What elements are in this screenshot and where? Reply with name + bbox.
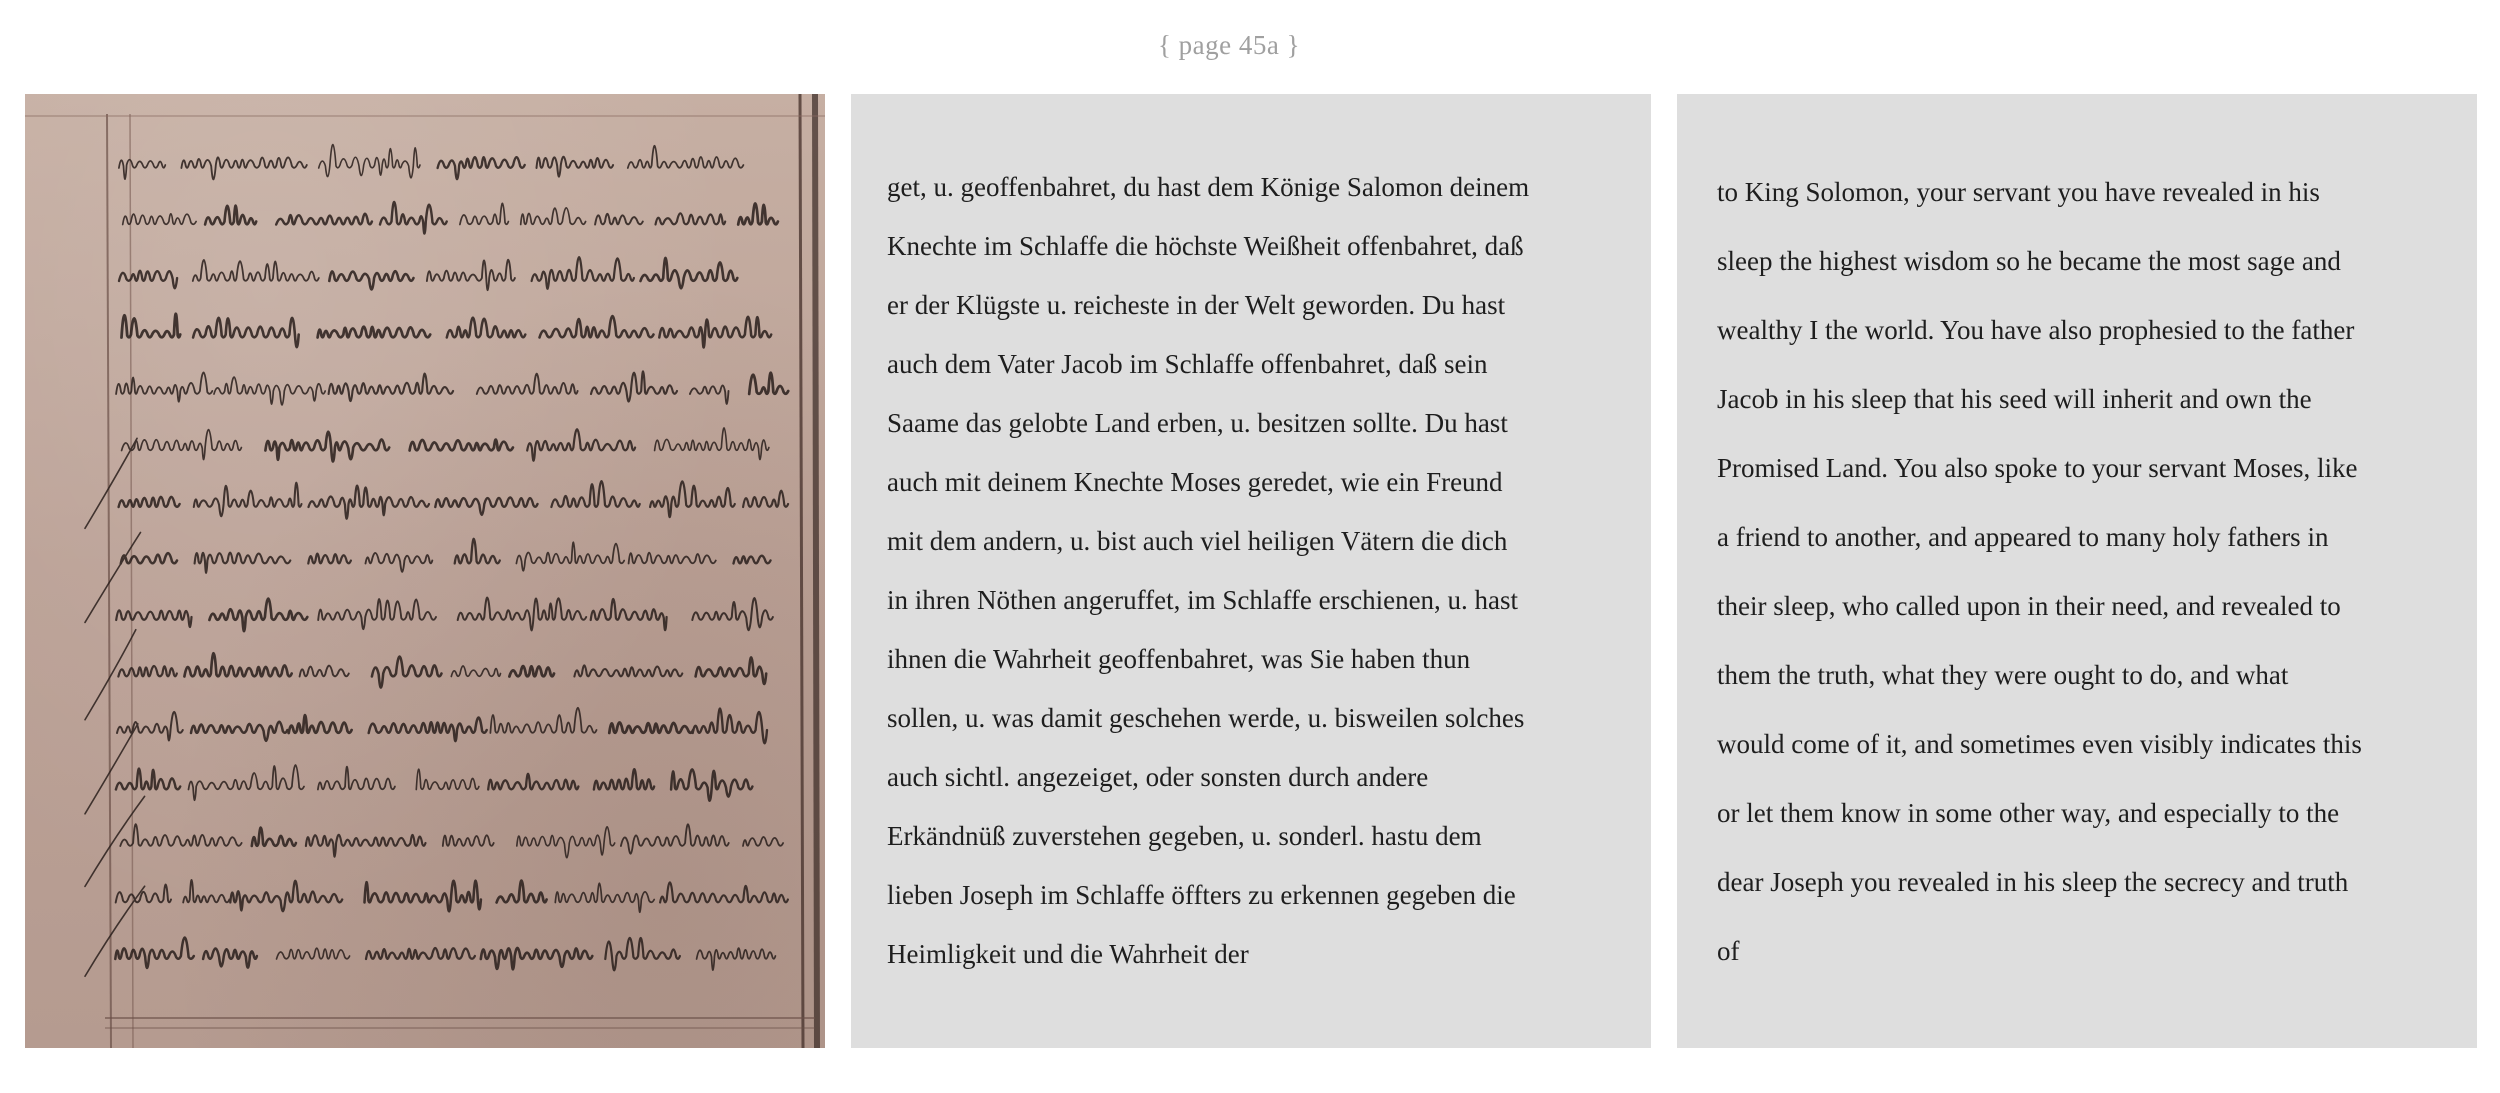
handwriting-stroke (509, 666, 554, 676)
handwriting-stroke (318, 327, 431, 338)
handwriting-stroke (517, 827, 615, 858)
handwriting-stroke (656, 213, 726, 224)
handwriting-stroke (443, 835, 494, 846)
transcription-line: Heimligkeit und die Wahrheit der (887, 939, 1249, 969)
handwriting-stroke (641, 258, 738, 288)
handwriting-stroke (120, 824, 241, 846)
handwriting-stroke (205, 206, 256, 225)
handwriting-stroke (734, 556, 771, 564)
transcription-line: get, u. geoffenbahret, du hast dem Könige Salomon deinem (887, 172, 1530, 202)
handwriting-stroke (115, 937, 194, 968)
transcription-line: Knechte im Schlaffe die höchste Weißheit offenbahret, daß (887, 231, 1524, 261)
translation-line: their sleep, who called upon in their need, and revealed to (1717, 591, 2341, 621)
handwriting-stroke (191, 722, 287, 741)
handwriting-stroke (447, 318, 526, 338)
handwriting-stroke (659, 317, 771, 348)
handwriting-stroke (527, 429, 635, 460)
handwriting-stroke (692, 598, 773, 630)
handwriting-stroke (671, 769, 752, 800)
transcription-line: mit dem andern, u. bist auch viel heiligen Vätern die dich (887, 526, 1508, 556)
handwriting-flourish (85, 886, 145, 976)
handwriting-stroke (193, 260, 319, 281)
handwriting-stroke (318, 767, 395, 790)
handwriting-stroke (214, 377, 325, 405)
handwriting-stroke (532, 257, 634, 289)
handwriting-stroke (749, 373, 788, 394)
handwriting-stroke (116, 769, 180, 790)
handwriting-flourish (85, 438, 137, 528)
handwriting-stroke (595, 214, 643, 225)
handwriting-stroke (555, 883, 654, 912)
translation-panel (1677, 94, 2477, 1048)
handwriting-stroke (366, 948, 475, 959)
handwriting-stroke (477, 374, 578, 394)
handwriting-stroke (119, 497, 180, 507)
handwriting-stroke (252, 828, 296, 846)
handwriting-stroke (380, 202, 447, 234)
handwriting-stroke (594, 769, 654, 789)
handwriting-stroke (540, 316, 654, 337)
handwriting-stroke (481, 948, 593, 969)
handwriting-stroke (121, 553, 177, 563)
handwriting-stroke (276, 214, 372, 225)
handwriting-stroke (300, 666, 349, 677)
translation-text (1717, 158, 2437, 986)
handwriting-stroke (122, 430, 242, 460)
handwriting-stroke (416, 769, 479, 789)
handwriting-stroke (184, 653, 291, 676)
transcription-panel (851, 94, 1651, 1048)
handwriting-stroke (277, 948, 350, 959)
handwriting-stroke (117, 712, 183, 741)
handwriting-stroke (488, 774, 578, 790)
handwriting-stroke (289, 715, 352, 733)
handwriting-stroke (427, 260, 515, 290)
handwriting-stroke (696, 657, 767, 684)
handwriting-stroke (119, 160, 165, 179)
handwriting-stroke (181, 157, 306, 179)
translation-line: to King Solomon, your servant you have revealed in his (1717, 177, 2320, 207)
handwriting-stroke (438, 157, 525, 179)
handwriting-stroke (230, 881, 342, 912)
translation-line: would come of it, and sometimes even visibly indicates this (1717, 729, 2362, 759)
handwriting-stroke (265, 432, 389, 462)
manuscript-scan-image (25, 94, 825, 1048)
handwriting-stroke (743, 837, 783, 846)
translation-line: Jacob in his sleep that his seed will inherit and own the (1717, 384, 2312, 414)
handwriting-stroke (116, 610, 191, 627)
translation-line: Promised Land. You also spoke to your servant Moses, like (1717, 453, 2358, 483)
handwriting-stroke (123, 214, 196, 225)
handwriting-stroke (203, 948, 257, 967)
handwriting-stroke (655, 428, 769, 460)
manuscript-handwriting (25, 94, 825, 1048)
handwriting-stroke (609, 722, 693, 733)
transcription-line: sollen, u. was damit geschehen werde, u. bisweilen solches (887, 703, 1525, 733)
handwriting-stroke (318, 599, 436, 629)
handwriting-stroke (209, 599, 307, 632)
handwriting-stroke (738, 203, 778, 224)
handwriting-stroke (193, 318, 299, 347)
handwriting-stroke (628, 146, 744, 168)
handwriting-stroke (629, 553, 716, 564)
handwriting-stroke (521, 208, 586, 225)
handwriting-stroke (551, 481, 639, 507)
handwriting-stroke (537, 157, 614, 177)
handwriting-stroke (369, 717, 487, 741)
handwriting-flourish (85, 796, 145, 886)
translation-line: dear Joseph you revealed in his sleep the secrecy and truth (1717, 867, 2349, 897)
handwriting-flourish (85, 724, 138, 814)
handwriting-stroke (455, 539, 500, 564)
handwriting-stroke (490, 708, 596, 733)
handwriting-stroke (308, 554, 351, 564)
translation-line: of (1717, 936, 1740, 966)
transcription-line: er der Klügste u. reicheste in der Welt geworden. Du hast (887, 290, 1506, 320)
handwriting-stroke (660, 882, 788, 902)
handwriting-stroke (119, 271, 177, 288)
transcription-line: ihnen die Wahrheit geoffenbahret, was Sie haben thun (887, 644, 1471, 674)
handwriting-stroke (574, 665, 682, 676)
handwriting-stroke (319, 145, 420, 178)
handwriting-stroke (460, 203, 509, 224)
transcription-line: auch sichtl. angezeiget, oder sonsten durch andere (887, 762, 1429, 792)
handwriting-stroke (194, 483, 302, 517)
handwriting-stroke (458, 598, 587, 631)
handwriting-stroke (195, 553, 291, 573)
handwriting-stroke (366, 553, 433, 572)
handwriting-stroke (591, 371, 677, 401)
translation-line: sleep the highest wisdom so he became the most sage and (1717, 246, 2341, 276)
handwriting-stroke (497, 881, 547, 903)
handwriting-stroke (690, 385, 729, 404)
handwriting-stroke (591, 599, 667, 630)
handwriting-stroke (621, 824, 729, 853)
translation-line: them the truth, what they were ought to do, and what (1717, 660, 2289, 690)
transcription-line: lieben Joseph im Schlaffe öffters zu erkennen gegeben die (887, 880, 1516, 910)
handwriting-stroke (410, 440, 513, 451)
handwriting-stroke (365, 881, 481, 912)
transcription-text (887, 158, 1615, 984)
page-label: { page 45a } (1157, 30, 1301, 60)
handwriting-stroke (118, 666, 176, 676)
translation-line: a friend to another, and appeared to many holy fathers in (1717, 522, 2329, 552)
translation-line: wealthy I the world. You have also prophesied to the father (1717, 315, 2355, 345)
transcription-line: Saame das gelobte Land erben, u. besitzen sollte. Du hast (887, 408, 1508, 438)
translation-line: or let them know in some other way, and especially to the (1717, 798, 2340, 828)
handwriting-stroke (451, 666, 500, 677)
transcription-line: auch mit deinem Knechte Moses geredet, wie ein Freund (887, 467, 1503, 497)
handwriting-stroke (329, 271, 413, 289)
handwriting-stroke (309, 486, 430, 519)
handwriting-stroke (605, 938, 680, 971)
handwriting-stroke (516, 542, 624, 571)
transcription-line: auch dem Vater Jacob im Schlaffe offenbahret, daß sein (887, 349, 1488, 379)
handwriting-stroke (693, 708, 767, 743)
transcription-line: in ihren Nöthen angeruffet, im Schlaffe erschienen, u. hast (887, 585, 1519, 615)
handwriting-stroke (650, 481, 735, 517)
handwriting-stroke (306, 835, 426, 857)
handwriting-stroke (189, 765, 305, 800)
handwriting-stroke (329, 374, 454, 401)
transcription-line: Erkändnüß zuverstehen gegeben, u. sonderl. hastu dem (887, 821, 1482, 851)
handwriting-stroke (743, 491, 788, 507)
handwriting-stroke (372, 656, 442, 687)
handwriting-stroke (183, 880, 229, 903)
handwriting-stroke (697, 948, 776, 970)
handwriting-stroke (435, 497, 537, 514)
